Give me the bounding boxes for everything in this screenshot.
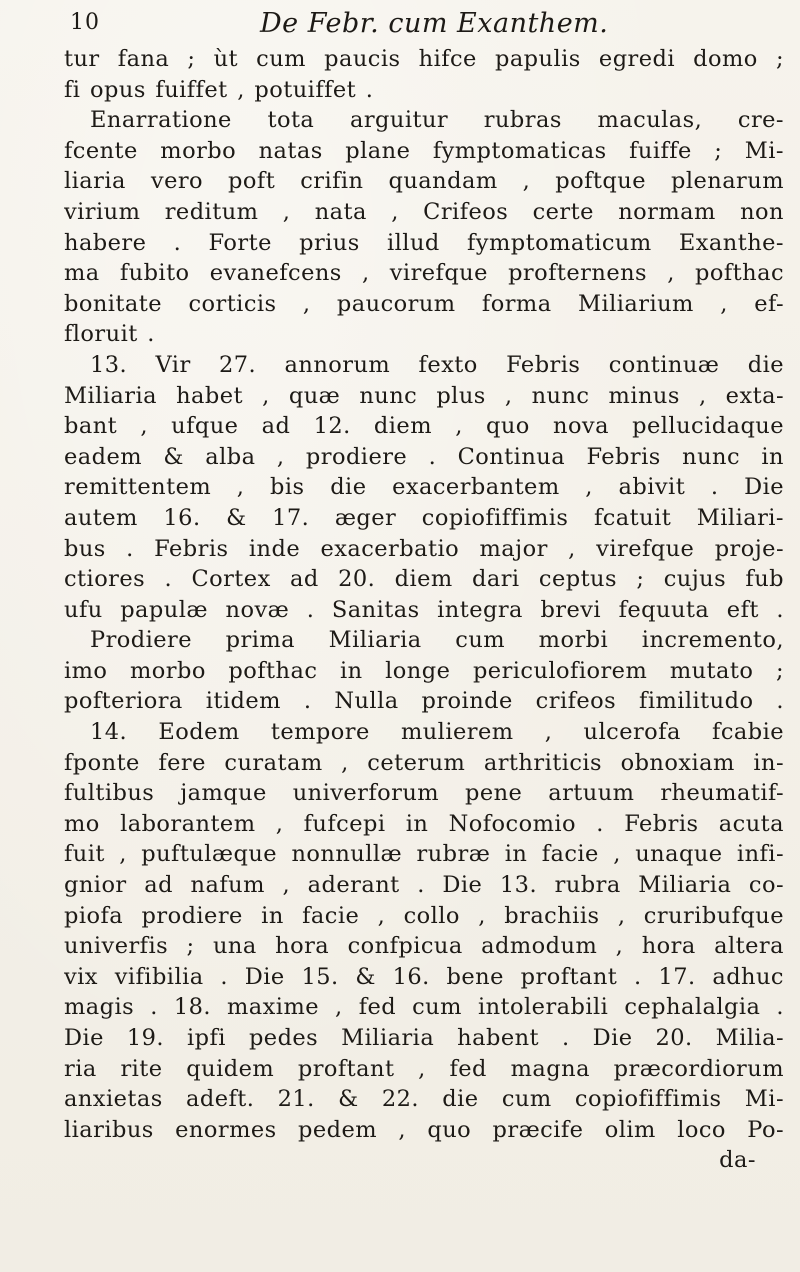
text-line: fuit , puftulæque nonnullæ rubræ in facie , unaque infi- — [64, 841, 784, 868]
text-line: liaribus enormes pedem , quo præcife olim loco Po- — [64, 1116, 784, 1143]
text-line: tur fana ; ùt cum paucis hifce papulis egredi domo ; — [64, 46, 784, 72]
text-line: vix vifibilia . Die 15. & 16. bene proftant . 17. adhuc — [64, 963, 784, 990]
text-line: virium reditum , nata , Crifeos certe normam non — [64, 198, 784, 225]
page-number: 10 — [70, 10, 100, 35]
text-line: mo laborantem , fufcepi in Nofocomio . Febris acuta — [64, 810, 784, 837]
text-line: pofteriora itidem . Nulla proinde crifeos fimilitudo . — [64, 688, 784, 715]
text-line: Miliaria habet , quæ nunc plus , nunc minus , exta- — [64, 382, 784, 409]
text-line: magis . 18. maxime , fed cum intolerabili cephalalgia . — [64, 994, 784, 1021]
text-line: ma fubito evanefcens , virefque profternens , pofthac — [64, 260, 784, 287]
text-line: imo morbo pofthac in longe periculofiorem mutato ; — [64, 657, 784, 684]
text-line: bus . Febris inde exacerbatio major , virefque proje- — [64, 535, 784, 562]
text-line: Die 19. ipfi pedes Miliaria habent . Die 20. Milia- — [64, 1025, 784, 1051]
text-line: univerfis ; una hora confpicua admodum , hora altera — [64, 933, 784, 960]
text-line: 13. Vir 27. annorum fexto Febris continuæ die — [90, 351, 784, 378]
text-line: Prodiere prima Miliaria cum morbi incremento, — [90, 627, 784, 654]
page-header — [70, 8, 760, 40]
text-line: ria rite quidem proftant , fed magna præcordiorum — [64, 1055, 784, 1082]
text-line: habere . Forte prius illud fymptomaticum Exanthe- — [64, 229, 784, 256]
text-line: fponte fere curatam , ceterum arthriticis obnoxiam in- — [64, 749, 784, 776]
text-line: bant , ufque ad 12. diem , quo nova pellucidaque — [64, 413, 784, 440]
text-line: anxietas adeft. 21. & 22. die cum copiofiffimis Mi- — [64, 1086, 784, 1113]
text-line: eadem & alba , prodiere . Continua Febris nunc in — [64, 443, 784, 470]
text-line: ufu papulæ novæ . Sanitas integra brevi fequuta eft . — [64, 596, 784, 623]
body-text — [64, 44, 784, 1176]
text-line: liaria vero poft crifin quandam , poftque plenarum — [64, 168, 784, 195]
text-line: autem 16. & 17. æger copiofiffimis fcatuit Miliari- — [64, 504, 784, 531]
running-head: De Febr. cum Exanthem. — [260, 8, 609, 39]
text-line: fcente morbo natas plane fymptomaticas fuiffe ; Mi- — [64, 137, 784, 164]
text-line: gnior ad nafum , aderant . Die 13. rubra Miliaria co- — [64, 872, 784, 899]
text-line: fi opus fuiffet , potuiffet . — [64, 76, 374, 103]
text-line: remittentem , bis die exacerbantem , abivit . Die — [64, 474, 784, 501]
text-line: fultibus jamque univerforum pene artuum rheumatif- — [64, 780, 784, 807]
text-line: bonitate corticis , paucorum forma Miliarium , ef- — [64, 290, 784, 317]
text-line: floruit . — [64, 321, 155, 348]
text-line: Enarratione tota arguitur rubras maculas, cre- — [90, 107, 784, 134]
catchword: da- — [719, 1147, 756, 1174]
text-line: ctiores . Cortex ad 20. diem dari ceptus ; cujus fub — [64, 566, 784, 593]
text-line: piofa prodiere in facie , collo , brachiis , cruribufque — [64, 902, 784, 929]
text-line: 14. Eodem tempore mulierem , ulcerofa fcabie — [90, 719, 784, 746]
